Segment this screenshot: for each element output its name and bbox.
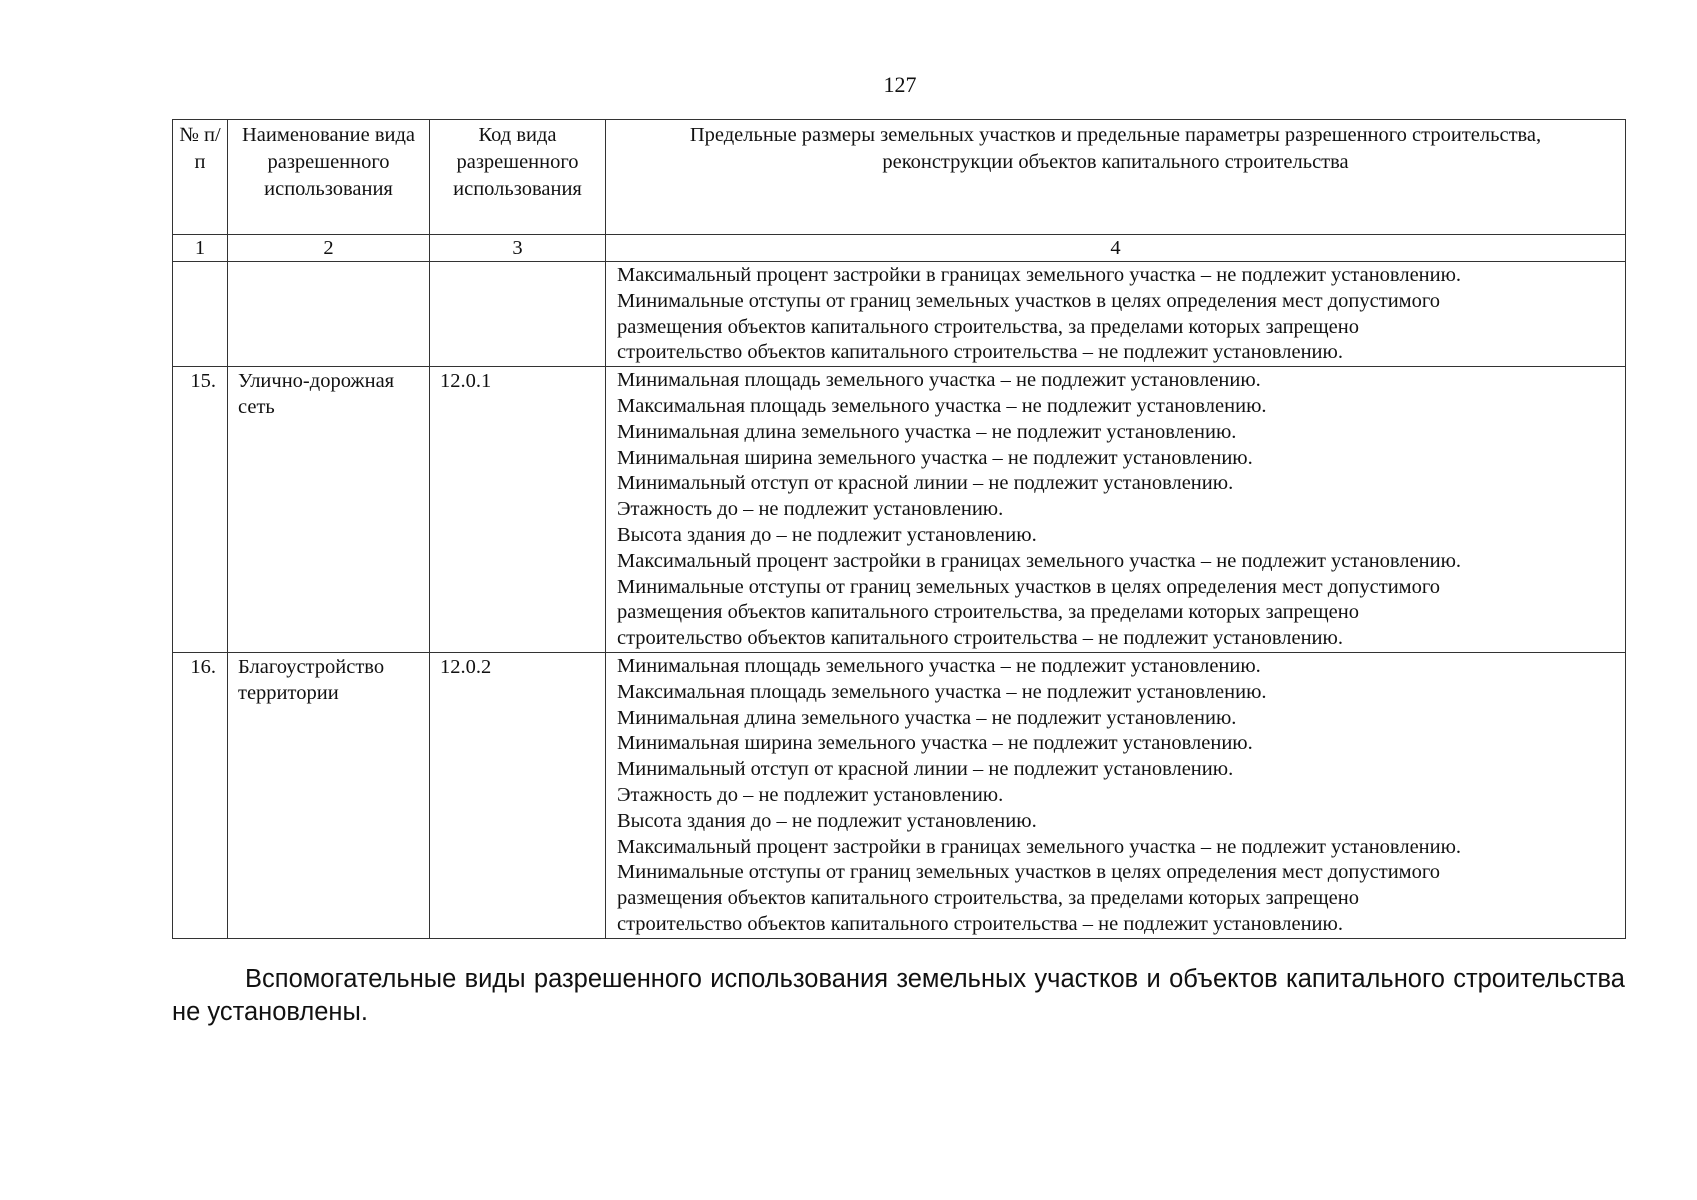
- parameter-line: Максимальный процент застройки в границах земельного участка – не подлежит установлению.: [617, 549, 1462, 572]
- parameter-line: размещения объектов капитального строительства, за пределами которых запрещено: [617, 887, 1360, 910]
- use-code: 12.0.1: [430, 367, 606, 653]
- parameter-line: Высота здания до – не подлежит установлению.: [617, 523, 1037, 546]
- row-number: 15.: [173, 367, 228, 653]
- header-use-code: Код вида разрешенного использования: [430, 120, 606, 235]
- parameter-line: Максимальная площадь земельного участка – не подлежит установлению.: [617, 394, 1267, 417]
- parameter-line: размещения объектов капитального строительства, за пределами которых запрещено: [617, 315, 1360, 338]
- parameter-line: Минимальные отступы от границ земельных участков в целях определения мест допустимого: [617, 861, 1441, 884]
- use-name: Улично-дорожная сеть: [228, 367, 430, 653]
- parameter-line: Минимальный отступ от красной линии – не подлежит установлению.: [617, 472, 1234, 495]
- parameter-line: Минимальная ширина земельного участка – не подлежит установлению.: [617, 732, 1253, 755]
- table-row: [173, 652, 1626, 938]
- parameter-line: Минимальные отступы от границ земельных участков в целях определения мест допустимого: [617, 289, 1441, 312]
- column-number: 4: [606, 235, 1626, 262]
- parameters-cell: [606, 367, 1626, 653]
- parameter-line: Высота здания до – не подлежит установлению.: [617, 809, 1037, 832]
- parameter-line: строительство объектов капитального строительства – не подлежит установлению.: [617, 627, 1343, 650]
- parameter-line: Минимальный отступ от красной линии – не подлежит установлению.: [617, 758, 1234, 781]
- parameters-cell: [606, 652, 1626, 938]
- parameter-line: Минимальная площадь земельного участка – не подлежит установлению.: [617, 369, 1261, 392]
- column-number: 3: [430, 235, 606, 262]
- parameter-line: Минимальная ширина земельного участка – не подлежит установлению.: [617, 446, 1253, 469]
- use-name-cell: [228, 262, 430, 367]
- header-use-name: Наименование вида разрешенного использования: [228, 120, 430, 235]
- parameter-line: Минимальная площадь земельного участка – не подлежит установлению.: [617, 654, 1261, 677]
- auxiliary-uses-note: Вспомогательные виды разрешенного использования земельных участков и объектов капитального строительства не установлены.: [172, 965, 1625, 1026]
- parameter-line: Этажность до – не подлежит установлению.: [617, 498, 1004, 521]
- header-parameters: Предельные размеры земельных участков и предельные параметры разрешенного строительства, реконструкции объектов капитального строительства: [606, 120, 1626, 235]
- header-number: № п/п: [173, 120, 228, 235]
- column-number: 2: [228, 235, 430, 262]
- parameter-line: Минимальная длина земельного участка – не подлежит установлению.: [617, 420, 1237, 443]
- regulations-table: [172, 119, 1626, 939]
- parameter-line: Максимальный процент застройки в границах земельного участка – не подлежит установлению.: [617, 264, 1462, 286]
- column-number-row: [173, 235, 1626, 262]
- use-code-cell: [430, 262, 606, 367]
- parameter-line: Минимальные отступы от границ земельных участков в целях определения мест допустимого: [617, 575, 1441, 598]
- column-number: 1: [173, 235, 228, 262]
- row-number-cell: [173, 262, 228, 367]
- use-name: Благоустройство территории: [228, 652, 430, 938]
- parameter-line: строительство объектов капитального строительства – не подлежит установлению.: [617, 341, 1343, 364]
- page-number: 127: [883, 72, 917, 97]
- parameter-line: Этажность до – не подлежит установлению.: [617, 783, 1004, 806]
- parameter-line: Минимальная длина земельного участка – не подлежит установлению.: [617, 706, 1237, 729]
- use-code: 12.0.2: [430, 652, 606, 938]
- table-row: [173, 367, 1626, 653]
- row-number: 16.: [173, 652, 228, 938]
- parameters-cell: [606, 262, 1626, 367]
- table-row-continuation: [173, 262, 1626, 367]
- parameter-line: Максимальная площадь земельного участка – не подлежит установлению.: [617, 680, 1267, 703]
- parameter-line: Максимальный процент застройки в границах земельного участка – не подлежит установлению.: [617, 835, 1462, 858]
- parameter-line: строительство объектов капитального строительства – не подлежит установлению.: [617, 912, 1343, 935]
- table-header-row: [173, 120, 1626, 235]
- parameter-line: размещения объектов капитального строительства, за пределами которых запрещено: [617, 601, 1360, 624]
